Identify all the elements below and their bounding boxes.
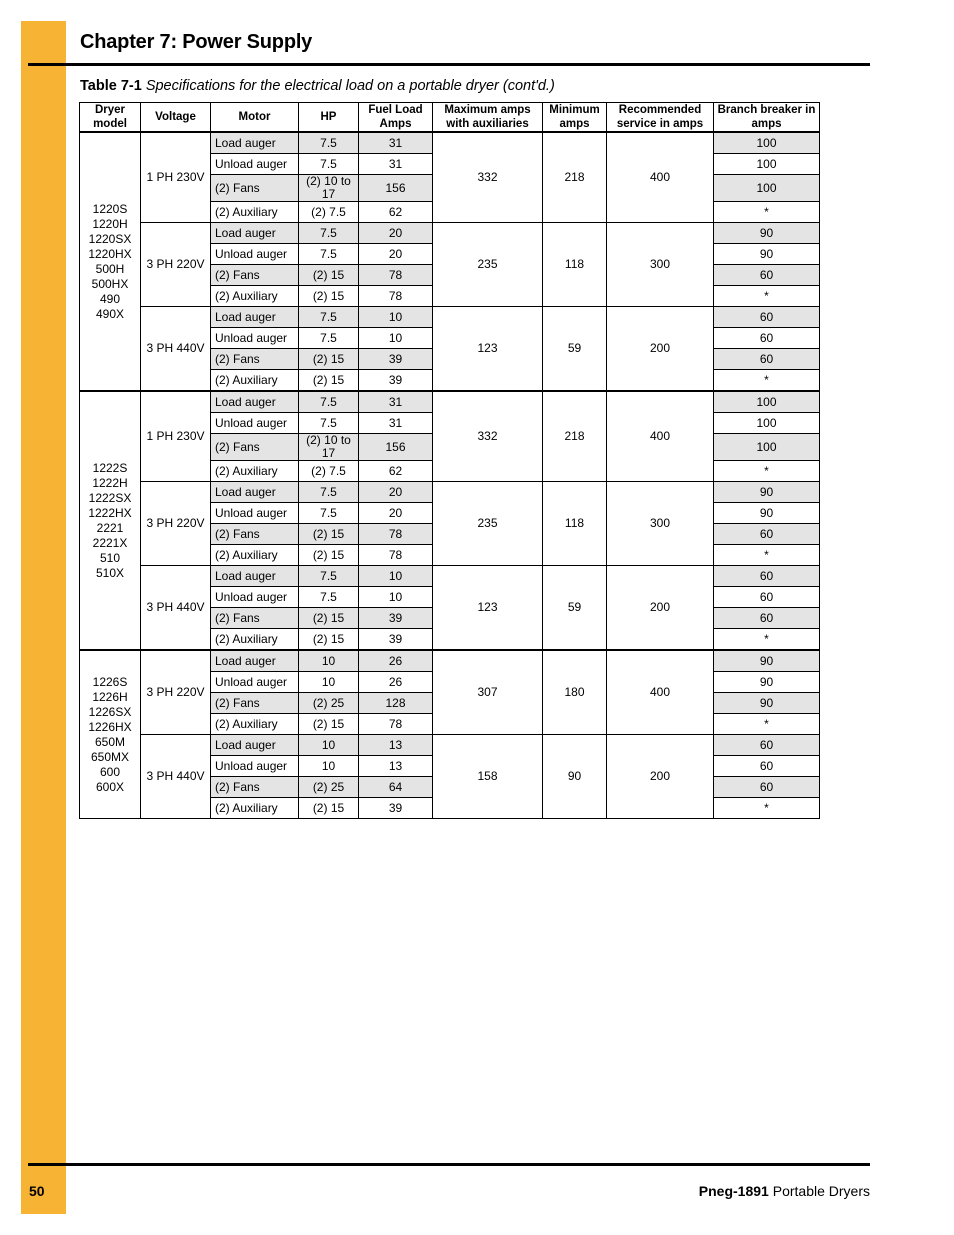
hp-cell: 7.5 <box>299 503 359 524</box>
motor-cell: (2) Auxiliary <box>211 286 299 307</box>
dryer-model: 1226SX <box>88 704 132 719</box>
dryer-model: 650MX <box>90 749 130 764</box>
motor-cell: (2) Auxiliary <box>211 461 299 482</box>
service-amps-cell: 400 <box>607 391 714 482</box>
fla-cell: 13 <box>359 735 433 756</box>
hp-cell: (2) 7.5 <box>299 202 359 223</box>
dryer-model: 1220H <box>92 216 128 231</box>
document-id <box>699 1183 870 1199</box>
motor-cell: Unload auger <box>211 244 299 265</box>
table-row <box>80 223 820 244</box>
breaker-cell: 60 <box>714 608 820 629</box>
voltage-cell: 3 PH 440V <box>141 735 211 819</box>
min-amps-cell: 118 <box>543 482 607 566</box>
fla-cell: 10 <box>359 566 433 587</box>
hp-cell: 10 <box>299 735 359 756</box>
breaker-cell: * <box>714 286 820 307</box>
breaker-cell: 60 <box>714 307 820 328</box>
hp-cell: (2) 15 <box>299 545 359 566</box>
hp-cell: 7.5 <box>299 154 359 175</box>
fla-cell: 78 <box>359 714 433 735</box>
min-amps-cell: 90 <box>543 735 607 819</box>
motor-cell: (2) Auxiliary <box>211 629 299 651</box>
hp-cell: (2) 15 <box>299 265 359 286</box>
dryer-model: 1222S <box>92 460 128 475</box>
hp-cell: (2) 10 to 17 <box>299 175 359 202</box>
service-amps-cell: 400 <box>607 650 714 735</box>
voltage-cell: 3 PH 220V <box>141 223 211 307</box>
breaker-cell: 90 <box>714 223 820 244</box>
hp-cell: 10 <box>299 756 359 777</box>
breaker-cell: 90 <box>714 693 820 714</box>
dryer-model: 1220S <box>92 201 128 216</box>
fla-cell: 31 <box>359 391 433 413</box>
fla-cell: 39 <box>359 608 433 629</box>
breaker-cell: 100 <box>714 175 820 202</box>
dryer-model: 1226H <box>92 689 128 704</box>
motor-cell: Unload auger <box>211 587 299 608</box>
hp-cell: (2) 15 <box>299 629 359 651</box>
fla-cell: 78 <box>359 265 433 286</box>
page-number: 50 <box>29 1183 45 1199</box>
hp-cell: (2) 15 <box>299 286 359 307</box>
hp-cell: (2) 15 <box>299 714 359 735</box>
dryer-model: 490X <box>95 306 125 321</box>
hp-cell: 10 <box>299 650 359 672</box>
dryer-model-cell <box>80 132 141 391</box>
fla-cell: 156 <box>359 175 433 202</box>
service-amps-cell: 400 <box>607 132 714 223</box>
breaker-cell: * <box>714 461 820 482</box>
chapter-color-tab <box>21 21 66 1214</box>
hp-cell: (2) 25 <box>299 777 359 798</box>
table-number: Table 7-1 <box>80 78 142 94</box>
table-row <box>80 391 820 413</box>
motor-cell: (2) Fans <box>211 693 299 714</box>
hp-cell: (2) 15 <box>299 608 359 629</box>
motor-cell: (2) Fans <box>211 524 299 545</box>
dryer-model: 510 <box>99 550 121 565</box>
hp-cell: (2) 15 <box>299 370 359 392</box>
service-amps-cell: 300 <box>607 482 714 566</box>
table-row <box>80 650 820 672</box>
motor-cell: Load auger <box>211 735 299 756</box>
motor-cell: (2) Fans <box>211 349 299 370</box>
breaker-cell: 60 <box>714 566 820 587</box>
breaker-cell: * <box>714 714 820 735</box>
fla-cell: 26 <box>359 650 433 672</box>
breaker-cell: 100 <box>714 132 820 154</box>
motor-cell: Unload auger <box>211 672 299 693</box>
min-amps-cell: 218 <box>543 391 607 482</box>
min-amps-cell: 59 <box>543 307 607 392</box>
dryer-model-cell <box>80 391 141 650</box>
dryer-model: 1226HX <box>88 719 132 734</box>
fla-cell: 13 <box>359 756 433 777</box>
fla-cell: 64 <box>359 777 433 798</box>
column-header: Voltage <box>141 103 211 133</box>
dryer-model: 1226S <box>92 674 128 689</box>
breaker-cell: 100 <box>714 154 820 175</box>
breaker-cell: 100 <box>714 391 820 413</box>
column-header: Maximum amps with auxiliaries <box>433 103 543 133</box>
dryer-model: 2221 <box>96 520 124 535</box>
motor-cell: Unload auger <box>211 328 299 349</box>
fla-cell: 62 <box>359 202 433 223</box>
dryer-model: 600X <box>95 779 125 794</box>
fla-cell: 10 <box>359 307 433 328</box>
table-row <box>80 566 820 587</box>
min-amps-cell: 218 <box>543 132 607 223</box>
breaker-cell: 60 <box>714 524 820 545</box>
table-body <box>80 132 820 819</box>
voltage-cell: 3 PH 220V <box>141 650 211 735</box>
min-amps-cell: 118 <box>543 223 607 307</box>
hp-cell: (2) 25 <box>299 693 359 714</box>
hp-cell: 7.5 <box>299 244 359 265</box>
dryer-model: 510X <box>95 565 125 580</box>
dryer-model: 500HX <box>91 276 129 291</box>
max-amps-cell: 235 <box>433 482 543 566</box>
motor-cell: Load auger <box>211 307 299 328</box>
breaker-cell: 90 <box>714 244 820 265</box>
motor-cell: (2) Auxiliary <box>211 545 299 566</box>
document-number: Pneg-1891 <box>698 1183 769 1199</box>
fla-cell: 31 <box>359 154 433 175</box>
fla-cell: 39 <box>359 798 433 819</box>
hp-cell: 7.5 <box>299 132 359 154</box>
hp-cell: (2) 7.5 <box>299 461 359 482</box>
column-header: Branch breaker in amps <box>714 103 820 133</box>
motor-cell: Load auger <box>211 566 299 587</box>
header-rule <box>28 63 870 66</box>
motor-cell: Load auger <box>211 482 299 503</box>
hp-cell: 7.5 <box>299 391 359 413</box>
document-title: Portable Dryers <box>772 1183 870 1199</box>
breaker-cell: 60 <box>714 587 820 608</box>
breaker-cell: 90 <box>714 650 820 672</box>
motor-cell: Unload auger <box>211 413 299 434</box>
motor-cell: (2) Fans <box>211 265 299 286</box>
table-row <box>80 132 820 154</box>
dryer-model: 1220SX <box>88 231 132 246</box>
fla-cell: 31 <box>359 413 433 434</box>
fla-cell: 10 <box>359 328 433 349</box>
hp-cell: 10 <box>299 672 359 693</box>
fla-cell: 20 <box>359 244 433 265</box>
motor-cell: (2) Fans <box>211 434 299 461</box>
fla-cell: 62 <box>359 461 433 482</box>
hp-cell: (2) 15 <box>299 349 359 370</box>
fla-cell: 20 <box>359 482 433 503</box>
table-row <box>80 482 820 503</box>
breaker-cell: * <box>714 798 820 819</box>
max-amps-cell: 332 <box>433 132 543 223</box>
motor-cell: (2) Fans <box>211 175 299 202</box>
voltage-cell: 3 PH 440V <box>141 307 211 392</box>
hp-cell: 7.5 <box>299 413 359 434</box>
motor-cell: Load auger <box>211 132 299 154</box>
min-amps-cell: 59 <box>543 566 607 651</box>
max-amps-cell: 307 <box>433 650 543 735</box>
fla-cell: 128 <box>359 693 433 714</box>
breaker-cell: 60 <box>714 328 820 349</box>
hp-cell: 7.5 <box>299 307 359 328</box>
chapter-title: Chapter 7: Power Supply <box>80 31 313 53</box>
table-row <box>80 307 820 328</box>
fla-cell: 39 <box>359 370 433 392</box>
dryer-model-cell <box>80 650 141 819</box>
fla-cell: 39 <box>359 629 433 651</box>
hp-cell: 7.5 <box>299 223 359 244</box>
fla-cell: 78 <box>359 545 433 566</box>
motor-cell: Unload auger <box>211 154 299 175</box>
hp-cell: (2) 10 to 17 <box>299 434 359 461</box>
motor-cell: (2) Auxiliary <box>211 202 299 223</box>
breaker-cell: 100 <box>714 413 820 434</box>
table-header-row <box>80 103 820 133</box>
fla-cell: 156 <box>359 434 433 461</box>
max-amps-cell: 332 <box>433 391 543 482</box>
motor-cell: (2) Fans <box>211 777 299 798</box>
min-amps-cell: 180 <box>543 650 607 735</box>
dryer-model: 1220HX <box>88 246 132 261</box>
voltage-cell: 3 PH 220V <box>141 482 211 566</box>
motor-cell: (2) Auxiliary <box>211 370 299 392</box>
motor-cell: Unload auger <box>211 756 299 777</box>
max-amps-cell: 123 <box>433 566 543 651</box>
dryer-model: 600 <box>99 764 121 779</box>
fla-cell: 26 <box>359 672 433 693</box>
hp-cell: (2) 15 <box>299 798 359 819</box>
table-caption <box>80 78 555 94</box>
motor-cell: Unload auger <box>211 503 299 524</box>
voltage-cell: 3 PH 440V <box>141 566 211 651</box>
fla-cell: 20 <box>359 503 433 524</box>
hp-cell: 7.5 <box>299 566 359 587</box>
breaker-cell: 60 <box>714 756 820 777</box>
fla-cell: 31 <box>359 132 433 154</box>
dryer-model: 2221X <box>92 535 128 550</box>
motor-cell: (2) Auxiliary <box>211 714 299 735</box>
motor-cell: (2) Auxiliary <box>211 798 299 819</box>
max-amps-cell: 123 <box>433 307 543 392</box>
breaker-cell: * <box>714 629 820 651</box>
breaker-cell: 90 <box>714 503 820 524</box>
column-header: Recommended service in amps <box>607 103 714 133</box>
max-amps-cell: 158 <box>433 735 543 819</box>
motor-cell: Load auger <box>211 650 299 672</box>
column-header: Motor <box>211 103 299 133</box>
column-header: Dryer model <box>80 103 141 133</box>
motor-cell: Load auger <box>211 223 299 244</box>
hp-cell: 7.5 <box>299 587 359 608</box>
fla-cell: 39 <box>359 349 433 370</box>
dryer-model: 650M <box>94 734 126 749</box>
fla-cell: 78 <box>359 524 433 545</box>
hp-cell: 7.5 <box>299 482 359 503</box>
fla-cell: 78 <box>359 286 433 307</box>
column-header: HP <box>299 103 359 133</box>
fla-cell: 10 <box>359 587 433 608</box>
fla-cell: 20 <box>359 223 433 244</box>
voltage-cell: 1 PH 230V <box>141 132 211 223</box>
hp-cell: 7.5 <box>299 328 359 349</box>
breaker-cell: * <box>714 370 820 392</box>
breaker-cell: 60 <box>714 349 820 370</box>
breaker-cell: * <box>714 202 820 223</box>
dryer-model: 1222HX <box>88 505 132 520</box>
footer-rule <box>28 1163 870 1166</box>
breaker-cell: 100 <box>714 434 820 461</box>
motor-cell: (2) Fans <box>211 608 299 629</box>
column-header: Minimum amps <box>543 103 607 133</box>
dryer-model: 1222H <box>92 475 128 490</box>
dryer-model: 490 <box>99 291 121 306</box>
breaker-cell: 90 <box>714 672 820 693</box>
service-amps-cell: 200 <box>607 307 714 392</box>
dryer-model: 500H <box>95 261 125 276</box>
voltage-cell: 1 PH 230V <box>141 391 211 482</box>
service-amps-cell: 200 <box>607 566 714 651</box>
service-amps-cell: 300 <box>607 223 714 307</box>
electrical-load-table <box>79 102 820 819</box>
service-amps-cell: 200 <box>607 735 714 819</box>
dryer-model: 1222SX <box>88 490 132 505</box>
breaker-cell: * <box>714 545 820 566</box>
column-header: Fuel Load Amps <box>359 103 433 133</box>
table-description: Specifications for the electrical load on a portable dryer (cont'd.) <box>145 78 555 94</box>
breaker-cell: 90 <box>714 482 820 503</box>
hp-cell: (2) 15 <box>299 524 359 545</box>
table-row <box>80 735 820 756</box>
breaker-cell: 60 <box>714 777 820 798</box>
breaker-cell: 60 <box>714 265 820 286</box>
motor-cell: Load auger <box>211 391 299 413</box>
max-amps-cell: 235 <box>433 223 543 307</box>
breaker-cell: 60 <box>714 735 820 756</box>
